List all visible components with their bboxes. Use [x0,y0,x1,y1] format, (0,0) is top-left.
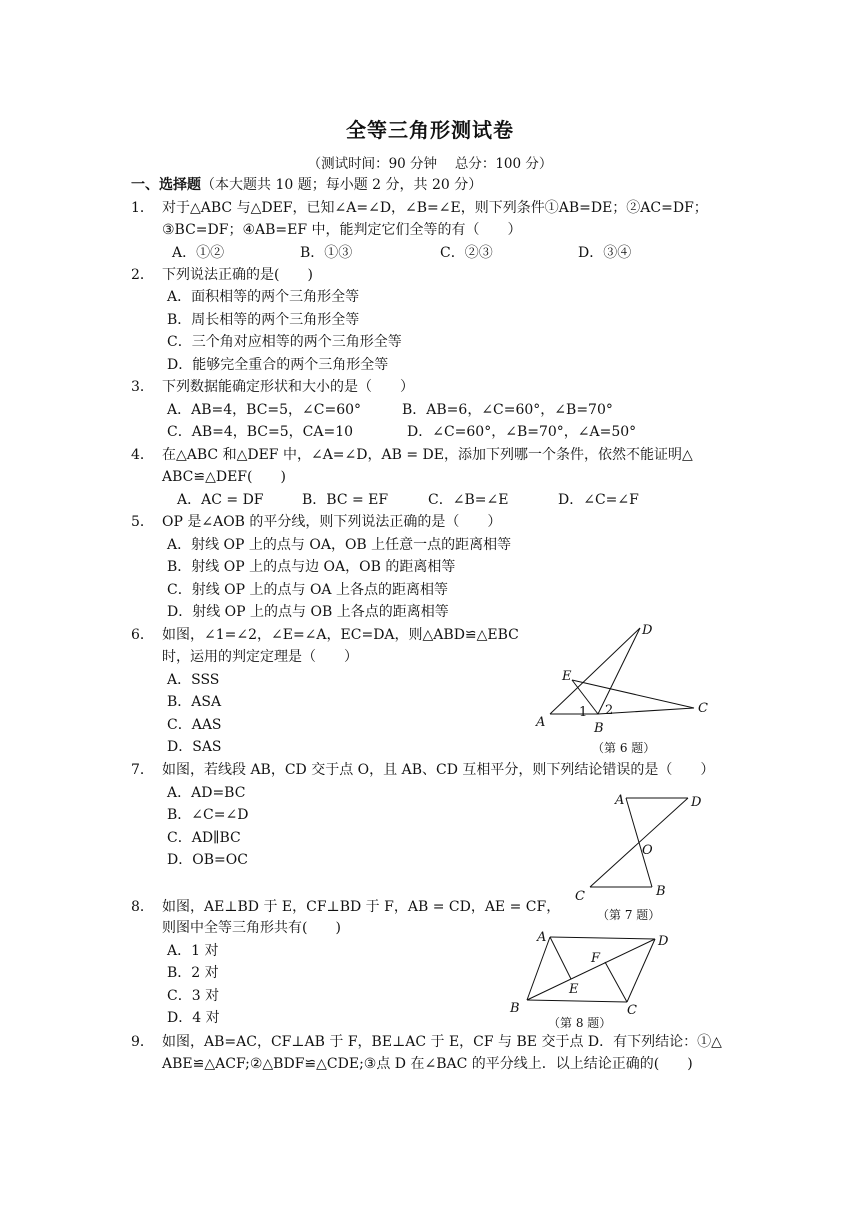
question-6-line-1: 如图，∠1=∠2，∠E=∠A，EC=DA，则△ABD≌△EBC [162,627,519,643]
question-1-number: 1． [131,200,154,216]
fig6-segment-bd [598,628,640,714]
figure-8-diagram [505,925,685,1020]
fig8-segment-ae [550,937,571,979]
fig8-label-b: B [510,1001,520,1016]
question-5-number: 5． [131,514,154,530]
fig8-segment-cf [605,962,627,1002]
fig7-label-a: A [615,793,625,808]
fig6-label-c: C [698,701,708,716]
question-4-option-d: D．∠C=∠F [558,492,639,508]
fig6-label-b: B [594,721,604,736]
fig7-label-o: O [642,843,653,858]
question-8-option-c: C．3 对 [167,988,220,1004]
figure-7 [570,788,710,906]
figure-6-caption: （第 6 题） [592,741,656,755]
question-8-option-a: A．1 对 [167,943,219,959]
figure-7-diagram [570,788,710,906]
figure-6-diagram [528,620,718,740]
page-subtitle: （测试时间：90 分钟 总分：100 分） [307,156,553,172]
question-7-option-b: B．∠C=∠D [167,807,249,823]
fig7-label-b: B [656,884,666,899]
question-5-option-b: B．射线 OP 上的点与边 OA，OB 的距离相等 [167,559,456,575]
question-3-number: 3． [131,379,154,395]
question-8-number: 8． [131,899,154,915]
question-1-option-d: D．③④ [578,245,632,261]
question-2-option-a: A．面积相等的两个三角形全等 [167,289,360,305]
fig6-label-angle-2: 2 [605,703,614,718]
question-6-option-c: C．AAS [167,717,222,733]
fig8-label-d: D [658,934,669,949]
section-header [131,175,482,195]
question-5-option-c: C．射线 OP 上的点与 OA 上各点的距离相等 [167,582,448,598]
fig7-label-c: C [575,889,585,904]
question-3-line-1: 下列数据能确定形状和大小的是（ ） [162,379,414,395]
question-1-option-c: C．②③ [440,245,493,261]
fig8-label-f: F [591,951,601,966]
question-8-option-d: D．4 对 [167,1010,220,1026]
question-2-option-b: B．周长相等的两个三角形全等 [167,312,360,328]
fig8-segment-ad [550,937,655,939]
question-6-option-a: A．SSS [167,672,220,688]
question-7-option-d: D．OB=OC [167,852,248,868]
question-3-option-c: C．AB=4，BC=5，CA=10 [167,424,354,440]
question-5-option-d: D．射线 OP 上的点与 OB 上各点的距离相等 [167,604,449,620]
fig7-label-d: D [691,795,702,810]
fig7-segment-dc [590,798,688,887]
question-1-line-1: 对于△ABC 与△DEF，已知∠A=∠D，∠B=∠E，则下列条件①AB=DE；②AC=DF； [162,200,708,216]
question-7-option-c: C．AD∥BC [167,830,241,846]
question-9-line-1: 如图，AB=AC，CF⊥AB 于 F，BE⊥AC 于 E，CF 与 BE 交于点 D．有下列结论：①△ [162,1034,722,1050]
question-7-option-a: A．AD=BC [167,785,246,801]
fig8-segment-dc [627,939,655,1002]
question-2-option-c: C．三个角对应相等的两个三角形全等 [167,334,402,350]
question-4-number: 4． [131,447,154,463]
question-9-number: 9． [131,1034,154,1050]
question-5-option-a: A．射线 OP 上的点与 OA，OB 上任意一点的距离相等 [167,537,512,553]
figure-7-caption: （第 7 题） [597,908,661,922]
question-1-option-a: A．①② [172,245,225,261]
fig8-label-c: C [627,1003,637,1018]
question-5-line-1: OP 是∠AOB 的平分线，则下列说法正确的是（ ） [162,514,502,530]
question-6-option-d: D．SAS [167,739,222,755]
question-6-line-2: 时，运用的判定定理是（ ） [162,649,358,665]
question-8-option-b: B．2 对 [167,965,219,981]
question-8-line-2: 则图中全等三角形共有( ) [162,920,341,936]
figure-8 [505,925,685,1020]
question-7-number: 7． [131,762,154,778]
question-3-option-a: A．AB=4，BC=5，∠C=60° [167,402,362,418]
question-6-option-b: B．ASA [167,694,222,710]
page-title: 全等三角形测试卷 [346,118,514,142]
fig6-label-angle-1: 1 [579,705,588,720]
question-3-option-d: D．∠C=60°，∠B=70°，∠A=50° [407,424,637,440]
question-6-number: 6． [131,627,154,643]
question-8-line-1: 如图，AE⊥BD 于 E，CF⊥BD 于 F，AB = CD，AE = CF， [162,899,561,915]
fig6-label-e: E [562,669,572,684]
figure-8-caption: （第 8 题） [548,1016,612,1030]
fig8-segment-bc [527,1000,627,1002]
question-2-line-1: 下列说法正确的是( ) [162,267,313,283]
fig6-label-a: A [536,715,546,730]
question-2-option-d: D．能够完全重合的两个三角形全等 [167,357,389,373]
question-4-line-1: 在△ABC 和△DEF 中，∠A=∠D，AB = DE，添加下列哪一个条件，依然不能证明△ [162,447,693,463]
question-3-option-b: B．AB=6，∠C=60°，∠B=70° [402,402,613,418]
fig6-label-d: D [642,623,653,638]
question-4-option-b: B．BC = EF [302,492,389,508]
question-9-line-2: ABE≌△ACF;②△BDF≌△CDE;③点 D 在∠BAC 的平分线上．以上结论正确的( ) [162,1056,693,1072]
question-1-line-2: ③BC=DF；④AB=EF 中，能判定它们全等的有（ ） [162,222,522,238]
question-7-line-1: 如图，若线段 AB，CD 交于点 O，且 AB、CD 互相平分，则下列结论错误的是（ ） [162,762,715,778]
question-4-line-2: ABC≌△DEF( ) [162,469,286,485]
question-1-option-b: B．①③ [300,245,353,261]
question-4-option-c: C．∠B=∠E [428,492,509,508]
fig8-label-a: A [537,930,547,945]
question-4-option-a: A．AC = DF [177,492,264,508]
section-note: （本大题共 10 题；每小题 2 分，共 20 分） [201,177,483,193]
question-2-number: 2． [131,267,154,283]
fig8-label-e: E [569,982,579,997]
figure-6 [528,620,718,740]
section-heading: 一、选择题 [131,177,201,193]
